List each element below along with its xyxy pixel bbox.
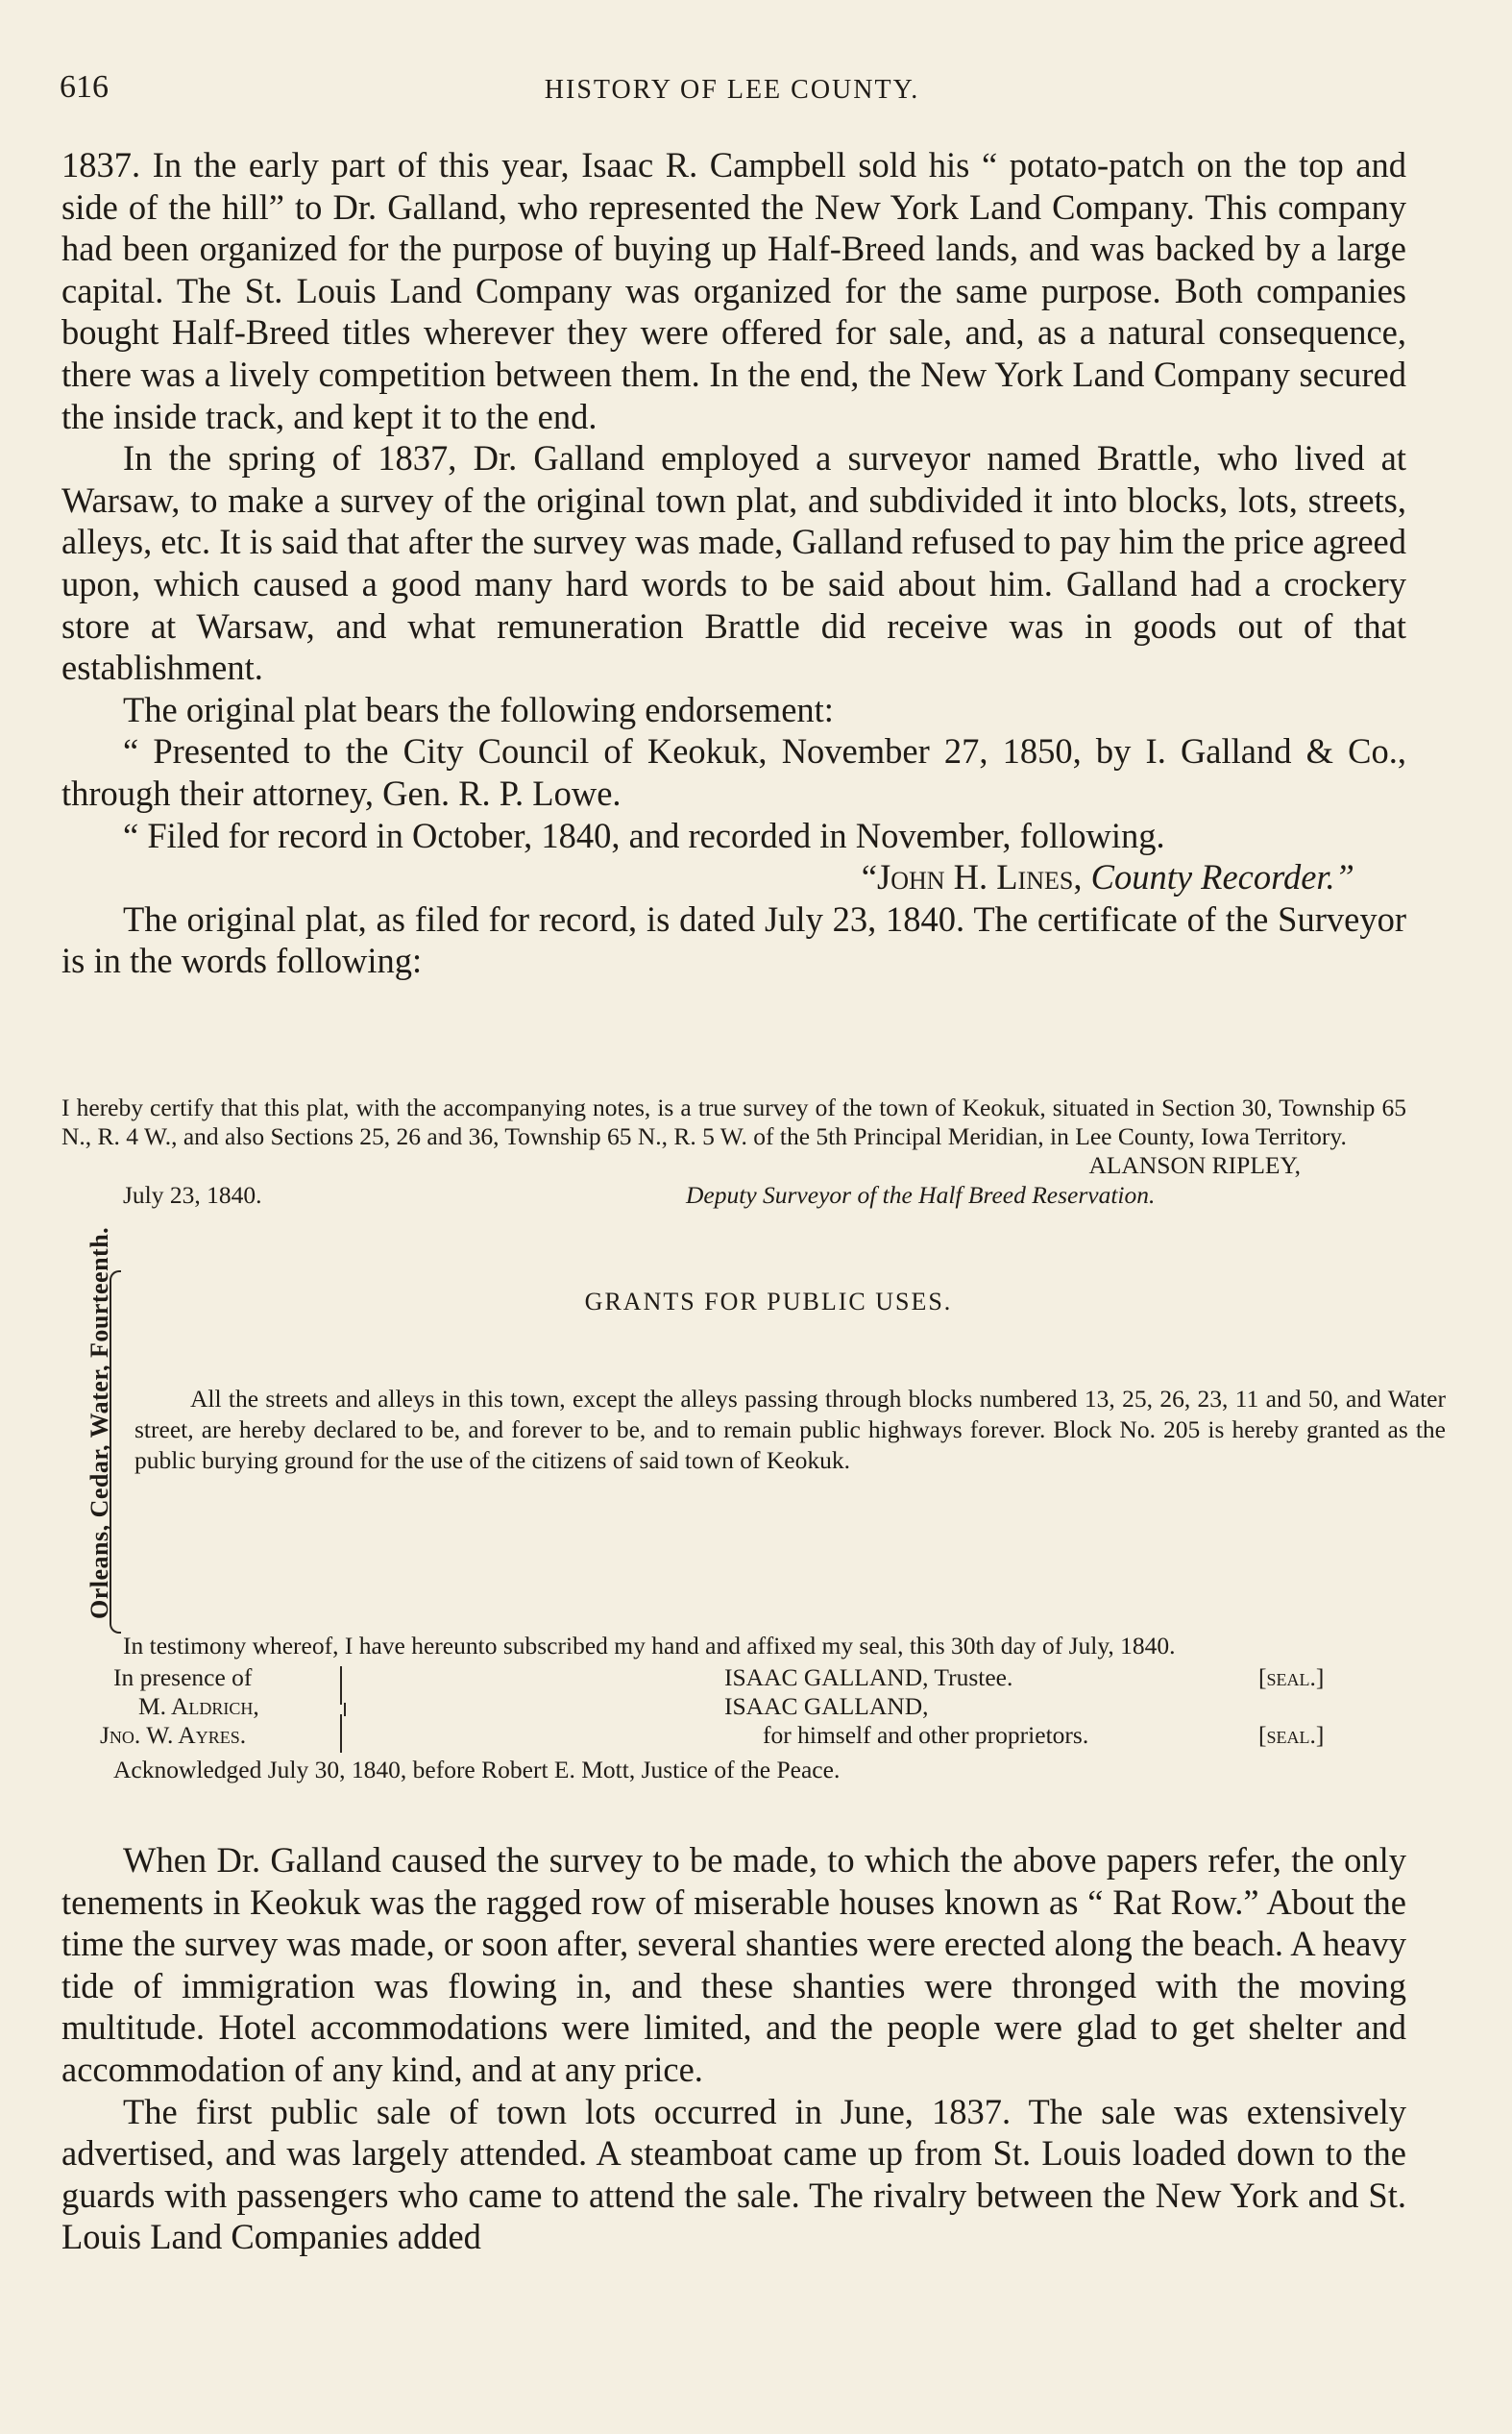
recorder-name: “John H. Lines, [861,857,1083,897]
signature-block [61,1662,1406,1755]
paragraph: When Dr. Galland caused the survey to be made, to which the above papers refer, the only tenements in Keokuk was the ragged row of miserable houses known as “ Rat Row.” About the time the survey was made, or soon after, several shanties were erected along the beach. A heavy tide of immigration was flowing in, and these shanties were thronged with the moving multitude. Hotel accommodations were limited, and the people were glad to get shelter and accommodation of any kind, and at any price. [61,1840,1406,2089]
surveyor-certificate [61,1094,1406,1211]
certificate-text: I hereby certify that this plat, with the accompanying notes, is a true survey of the town of Keokuk, situated in Section 30, Township 65 N., R. 4 W., and also Sections 25, 26 and 36, Township 65 N., R. 5 W. of the 5th Principal Meridian, in Lee County, Iowa Territory. [61,1094,1406,1151]
paragraph: 1837. In the early part of this year, Isaac R. Campbell sold his “ potato-patch on the top and side of the hill” to Dr. Galland, who represented the New York Land Company. This company had been organized for the purpose of buying up Half-Breed lands, and was backed by a large capital. The St. Louis Land Company was organized for the same purpose. Both companies bought Half-Breed titles wherever they were offered for sale, and, as a natural consequence, there was a lively competition between them. In the end, the New York Land Company secured the inside track, and kept it to the end. [61,145,1406,436]
bottom-text-block [61,1839,1406,2258]
signature-galland: ISAAC GALLAND, [724,1692,929,1720]
plat-grants-section [48,1226,1446,1632]
seal-1: [seal.] [1258,1663,1325,1691]
certificate-signer: ALANSON RIPLEY, [1088,1151,1301,1180]
acknowledgment: Acknowledged July 30, 1840, before Robert E. Mott, Justice of the Peace. [113,1756,841,1783]
recorder-title: County Recorder.” [1090,857,1354,897]
signature-trustee: ISAAC GALLAND, Trustee. [724,1663,1013,1691]
witness-1: M. Aldrich, [138,1692,259,1720]
grants-body [134,1384,1446,1476]
paragraph: The original plat bears the following endorsement: [123,689,834,729]
witness-label: In presence of [113,1663,253,1691]
certificate-signer-title: Deputy Surveyor of the Half Breed Reservation. [686,1180,1156,1209]
endorsement-presented: “ Presented to the City Council of Keokuk, November 27, 1850, by I. Galland & Co., through their attorney, Gen. R. P. Lowe. [61,731,1406,813]
endorsement-filed: “ Filed for record in October, 1840, and recorded in November, following. [123,815,1165,855]
plat-bracket-line [110,1282,121,1620]
paragraph: The original plat, as filed for record, is dated July 23, 1840. The certificate of the Surveyor is in the words following: [61,898,1406,981]
paragraph: In the spring of 1837, Dr. Galland employed a surveyor named Brattle, who lived at Warsaw, to make a survey of the original town plat, and subdivided it into blocks, lots, streets, alleys, etc. It is said that after the survey was made, Galland refused to pay him the price agreed upon, which caused a good many hard words to be said about him. Galland had a crockery store at Warsaw, and what remuneration Brattle did receive was in goods out of that establishment. [61,438,1406,688]
page-number: 616 [60,69,109,105]
witness-2: Jno. W. Ayres. [100,1721,247,1749]
witness-brace [340,1666,352,1751]
seal-2: [seal.] [1258,1721,1325,1749]
testimony-block [61,1631,1406,1784]
running-head: HISTORY OF LEE COUNTY. [544,75,920,105]
recorder-signature [61,856,1406,898]
certificate-date: July 23, 1840. [123,1180,262,1209]
paragraph: The first public sale of town lots occurred in June, 1837. The sale was extensively advertised, and was largely attended. A steamboat came up from St. Louis loaded down to the guards with passengers who came to attend the sale. The rivalry between the New York and St. Louis Land Companies added [61,2091,1406,2257]
page-header [60,69,1404,117]
testimony-text: In testimony whereof, I have hereunto subscribed my hand and affixed my seal, this 30th day of July, 1840. [123,1632,1176,1660]
street-names-label: Orleans, Cedar, Water, Fourteenth. [85,1226,113,1619]
grants-text: All the streets and alleys in this town, except the alleys passing through blocks numbered 13, 25, 26, 23, 11 and 50, and Water street, are hereby declared to be, and forever to be, and to remain public highways forever. Block No. 205 is hereby granted as the public burying ground for the use of the citizens of said town of Keokuk. [134,1385,1446,1474]
top-text-block [61,144,1406,982]
grants-heading: GRANTS FOR PUBLIC USES. [584,1288,953,1315]
signature-proprietors: for himself and other proprietors. [763,1721,1089,1749]
certificate-date-line [61,1181,1406,1211]
